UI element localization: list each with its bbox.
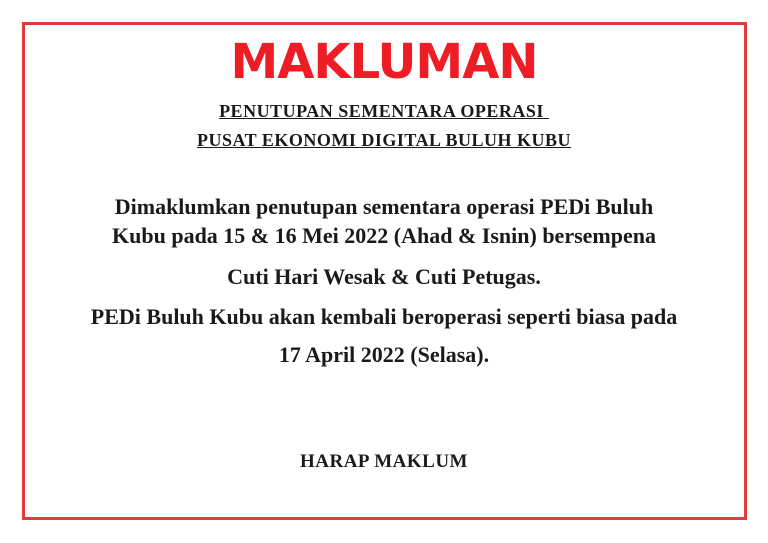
notice-subtitle-block (0, 97, 768, 155)
notice-footer: HARAP MAKLUM (299, 451, 468, 472)
subtitle-line-1: PENUTUPAN SEMENTARA OPERASI (219, 101, 549, 121)
body-line-4: PEDi Buluh Kubu akan kembali beroperasi seperti biasa pada (90, 304, 678, 329)
subtitle-line-2: PUSAT EKONOMI DIGITAL BULUH KUBU (196, 130, 572, 150)
notice-title: MAKLUMAN (230, 34, 538, 90)
body-line-5: 17 April 2022 (Selasa). (278, 342, 490, 367)
body-line-2: Kubu pada 15 & 16 Mei 2022 (Ahad & Isnin) bersempena (112, 223, 656, 248)
body-line-3: Cuti Hari Wesak & Cuti Petugas. (227, 264, 541, 289)
body-line-1: Dimaklumkan penutupan sementara operasi PEDi Buluh (114, 194, 654, 219)
